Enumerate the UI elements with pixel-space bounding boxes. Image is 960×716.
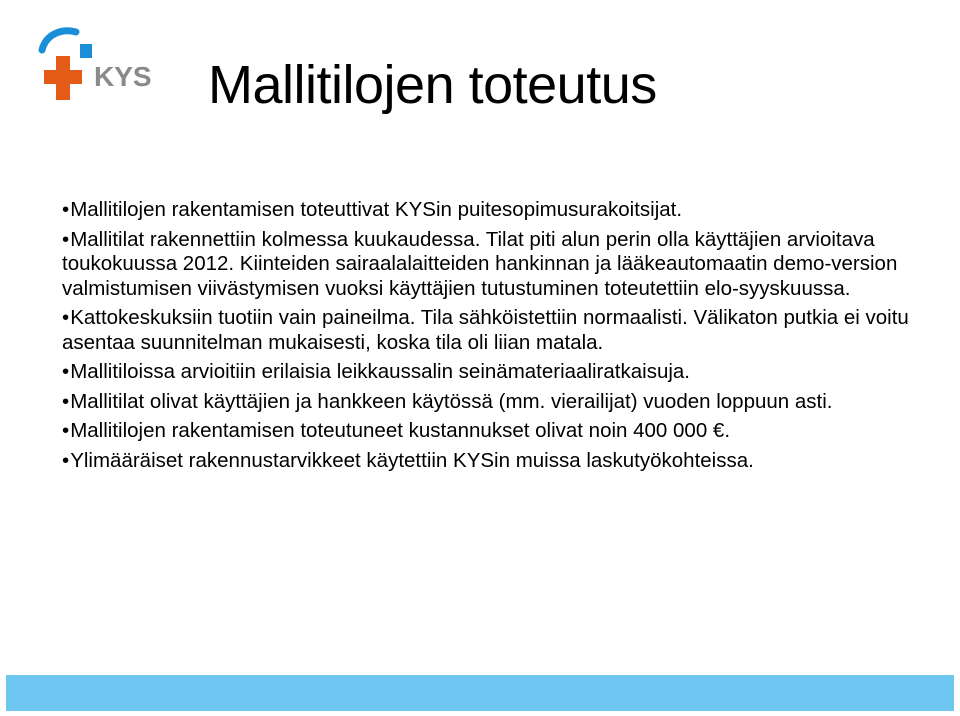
kys-logo [36,24,166,114]
bullet-list [62,198,912,478]
footer-bar [6,675,954,711]
kys-logo-icon [36,24,166,114]
bullet-item: • Mallitilat olivat käyttäjien ja hankkeen käytössä (mm. vierailijat) vuoden loppuun asti. [62,390,912,415]
bullet-item: • Mallitilojen rakentamisen toteuttivat KYSin puitesopimusurakoitsijat. [62,198,912,223]
bullet-item: • Kattokeskuksiin tuotiin vain paineilma. Tila sähköistettiin normaalisti. Välikaton putkia ei voitu asentaa suunnitelman mukaisesti, koska tila oli liian matala. [62,306,912,355]
bullet-item: • Mallitiloissa arvioitiin erilaisia leikkaussalin seinämateriaaliratkaisuja. [62,360,912,385]
bullet-item: • Ylimääräiset rakennustarvikkeet käytettiin KYSin muissa laskutyökohteissa. [62,449,912,474]
bullet-item: • Mallitilat rakennettiin kolmessa kuukaudessa. Tilat piti alun perin olla käyttäjien arvioitava toukokuussa 2012. Kiinteiden sairaalalaitteiden hankinnan ja lääkeautomaatin demo-version valmistumisen viivästymisen vuoksi käyttäjien tutustuminen toteutettiin elo-syyskuussa. [62,228,912,302]
bullet-item: • Mallitilojen rakentamisen toteutuneet kustannukset olivat noin 400 000 €. [62,419,912,444]
slide-title: Mallitilojen toteutus [208,55,657,115]
svg-text:KYS: KYS [94,61,152,92]
